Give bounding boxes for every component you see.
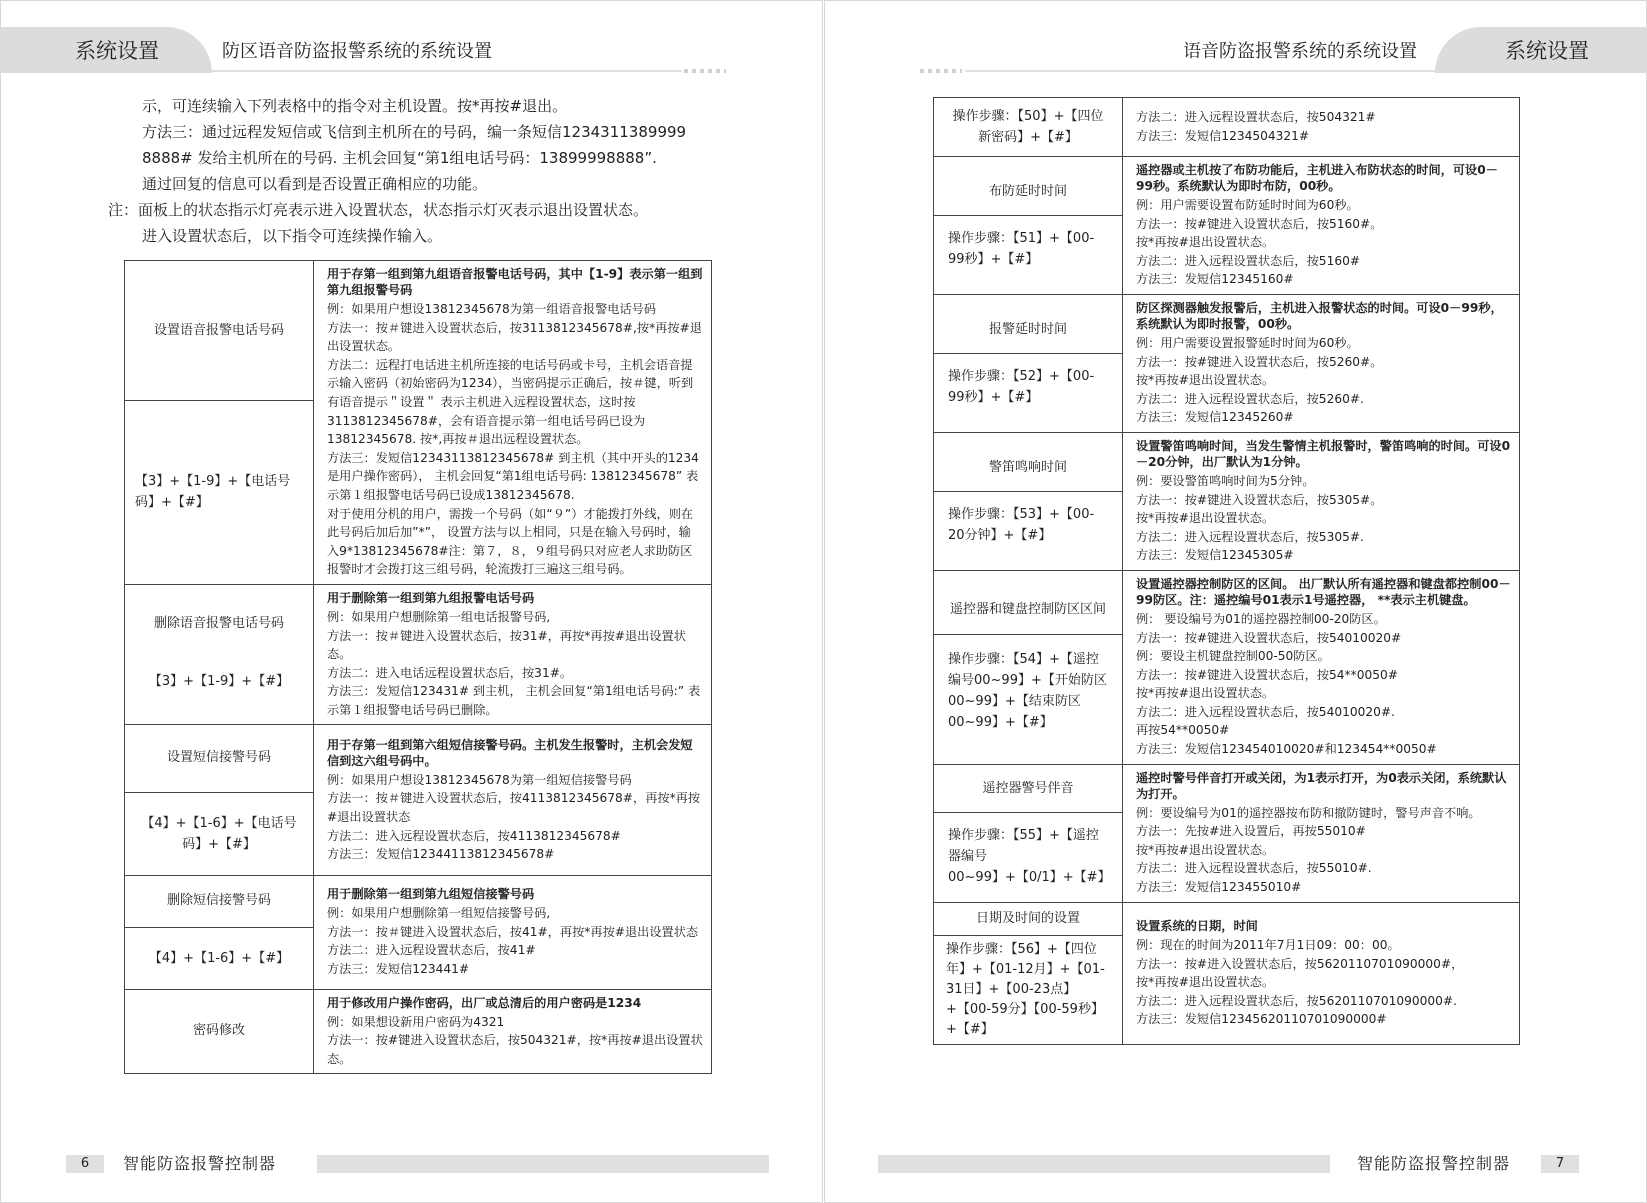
- setting-name: 警笛鸣响时间: [988, 459, 1067, 475]
- description-line: 例：现在的时间为2011年7月1日09：00：00。: [1136, 937, 1400, 952]
- description-line: 按*再按#退出设置状态。: [1136, 842, 1275, 857]
- row-label-cell: [934, 157, 1123, 295]
- description-line: 方法二：进入远程设置状态后，按5160#: [1136, 253, 1361, 268]
- table-row: [934, 902, 1520, 1045]
- description-line: 方法三：发短信12344113812345678#: [327, 847, 555, 862]
- setting-steps: 【4】+【1-6】+【#】: [125, 927, 313, 989]
- row-description-cell: [1123, 157, 1520, 295]
- row-description-cell: [314, 876, 712, 990]
- intro-note: 注：面板上的状态指示灯亮表示进入设置状态，状态指示灯灭表示退出设置状态。: [108, 201, 649, 219]
- page-number: 6: [66, 1155, 104, 1173]
- setting-heading: 防区探测器触发报警后，主机进入报警状态的时间。可设0－99秒，系统默认为即时报警，00秒。: [1136, 300, 1503, 331]
- setting-name: 日期及时间的设置: [975, 910, 1080, 926]
- description-line: 例：如果用户想设13812345678为第一组短信接警号码: [327, 772, 632, 787]
- description-line: 按*再按#退出设置状态。: [1136, 511, 1275, 526]
- description-line: 方法一：按#键进入设置状态后，按54010020#: [1136, 630, 1402, 645]
- setting-steps: 【3】+【1-9】+【#】: [148, 674, 290, 690]
- row-label-cell: [934, 570, 1123, 764]
- setting-name: 报警延时时间: [988, 321, 1067, 337]
- setting-steps: 操作步骤：【55】+【遥控器编号00~99】+【0/1】+【#】: [934, 812, 1122, 900]
- intro-line: 示，可连续输入下列表格中的指令对主机设置。按*再按#退出。: [142, 97, 568, 115]
- row-label-cell: [125, 725, 314, 876]
- setting-heading: 用于修改用户操作密码，出厂或总清后的用户密码是1234: [327, 995, 642, 1010]
- row-description-cell: [1123, 432, 1520, 570]
- table-row: [125, 261, 712, 585]
- description-line: 方法一：按#键进入设置状态后，按504321#，按*再按#退出设置状态。: [327, 1033, 703, 1066]
- setting-name: 遥控器警号伴音: [982, 780, 1074, 796]
- setting-heading: 设置警笛鸣响时间，当发生警情主机报警时，警笛鸣响的时间。可设0－20分钟，出厂默认为1分钟。: [1136, 438, 1511, 469]
- setting-heading: 设置遥控器控制防区的区间。 出厂默认所有遥控器和键盘都控制00－99防区。注：遥控编号01表示1号遥控器， **表示主机键盘。: [1136, 576, 1511, 607]
- setting-heading: 用于删除第一组到第九组报警电话号码: [327, 590, 535, 605]
- row-description-cell: [1123, 902, 1520, 1045]
- row-description-cell: [314, 989, 712, 1074]
- description-line: 方法二：进入远程设置状态后，按5620110701090000#.: [1136, 993, 1457, 1008]
- table-row: [934, 98, 1520, 157]
- description-line: 例：如果想设新用户密码为4321: [327, 1014, 505, 1029]
- description-line: 方法二：远程打电话进主机所连接的电话号码或卡号，主机会语音提示输入密码（初始密码为1234），当密码提示正确后，按＃键，听到有语音提示＂设置＂ 表示主机进入远程设置状态，这时按3113812345678#，会有语音提示第一组电话号码已设为13812345678. 按*,再按＃退出远程设置状态。: [327, 357, 694, 447]
- row-description-cell: [1123, 570, 1520, 764]
- table-row: [934, 764, 1520, 902]
- setting-heading: 遥控器或主机按了布防功能后，主机进入布防状态的时间，可设0－99秒。系统默认为即时布防，00秒。: [1136, 163, 1498, 193]
- row-description-cell: [1123, 98, 1520, 157]
- section-tab: 系统设置: [0, 27, 212, 73]
- description-line: 例：用户需要设置布防延时时间为60秒。: [1136, 198, 1359, 212]
- description-line: 方法一：按#键进入设置状态后，按5160#。: [1136, 216, 1383, 231]
- setting-steps: 【4】+【1-6】+【电话号码】+【#】: [125, 792, 313, 875]
- description-line: 例：如果用户想设13812345678为第一组语音报警电话号码: [327, 302, 657, 316]
- row-description-cell: [314, 725, 712, 876]
- row-label-cell: [125, 876, 314, 990]
- description-line: 方法一：按#键进入设置状态后，按5260#。: [1136, 354, 1383, 369]
- description-line: 方法三：发短信12345620110701090000#: [1136, 1012, 1387, 1027]
- description-line: 按*再按#退出设置状态。: [1136, 373, 1275, 388]
- description-line: 方法二：进入远程设置状态后，按54010020#.: [1136, 704, 1395, 719]
- setting-name: 删除语音报警电话号码: [153, 615, 284, 631]
- footer-bar: [317, 1155, 769, 1173]
- setting-steps: 操作步骤：【51】+【00-99秒】+【#】: [934, 215, 1122, 282]
- row-label-cell: [934, 294, 1123, 432]
- table-row: [934, 157, 1520, 295]
- intro-line: 通过回复的信息可以看到是否设置正确相应的功能。: [142, 175, 488, 193]
- left-page: [0, 0, 823, 1203]
- setting-heading: 遥控时警号伴音打开或关闭，为1表示打开，为0表示关闭，系统默认为打开。: [1136, 770, 1507, 801]
- table-row: [934, 570, 1520, 764]
- setting-name: 布防延时时间: [988, 183, 1067, 199]
- header-dots: [920, 69, 962, 73]
- description-line: 方法三：发短信123441#: [327, 961, 470, 976]
- description-line: 方法一：按#进入设置状态后，按5620110701090000#，: [1136, 956, 1464, 971]
- table-row: [125, 584, 712, 725]
- table-row: [934, 432, 1520, 570]
- row-label-cell: [125, 261, 314, 585]
- description-line: 方法一：按#键进入设置状态后，按5305#。: [1136, 492, 1383, 507]
- footer-bar: [878, 1155, 1330, 1173]
- row-description-cell: [314, 584, 712, 725]
- setting-steps: 操作步骤：【50】+【四位新密码】+【#】: [952, 109, 1104, 145]
- row-label-cell: [125, 584, 314, 725]
- setting-name: 设置语音报警电话号码: [153, 322, 284, 338]
- row-label-cell: [934, 432, 1123, 570]
- footer-title: 智能防盗报警控制器: [123, 1154, 277, 1173]
- intro-line: 进入设置状态后，以下指令可连续操作输入。: [142, 227, 443, 245]
- description-line: 方法三：发短信12345305#: [1136, 548, 1294, 563]
- description-line: 方法二：进入远程设置状态后，按4113812345678#: [327, 828, 621, 843]
- description-line: 例： 要设编号为01的遥控器控制00-20防区。: [1136, 611, 1386, 626]
- description-line: 方法一：先按#进入设置后，再按55010#: [1136, 824, 1366, 839]
- row-description-cell: [1123, 764, 1520, 902]
- footer-title: 智能防盗报警控制器: [1357, 1154, 1511, 1173]
- description-line: 方法三：发短信12345160#: [1136, 272, 1294, 287]
- table-row: [125, 989, 712, 1074]
- description-line: 方法二：进入远程设置状态后，按504321#: [1136, 110, 1376, 125]
- page-subtitle: 语音防盗报警系统的系统设置: [1183, 41, 1417, 62]
- description-line: 方法三：发短信12345260#: [1136, 410, 1294, 425]
- setting-name: 密码修改: [192, 1023, 245, 1039]
- setting-heading: 用于存第一组到第九组语音报警电话号码，其中【1-9】表示第一组到第九组报警号码: [327, 267, 703, 297]
- description-line: 方法二：进入电话远程设置状态后，按31#。: [327, 665, 573, 680]
- description-line: 方法二：进入远程设置状态后，按41#: [327, 943, 536, 958]
- description-line: 方法三：发短信123431# 到主机， 主机会回复“第1组电话号码:” 表示第１组报警电话号码已删除。: [327, 684, 701, 717]
- setting-heading: 用于存第一组到第六组短信接警号码。主机发生报警时，主机会发短信到这六组号码中。: [327, 737, 693, 768]
- description-line: 按*再按#退出设置状态。: [1136, 235, 1275, 250]
- right-page: [824, 0, 1647, 1203]
- intro-text: [108, 93, 748, 249]
- page-number: 7: [1541, 1155, 1579, 1173]
- header-dots: [684, 69, 726, 73]
- description-line: 方法一：按＃键进入设置状态后，按41#，再按*再按#退出设置状态: [327, 924, 699, 939]
- setting-name: 遥控器和键盘控制防区区间: [949, 602, 1106, 618]
- row-label-cell: [934, 902, 1123, 1045]
- setting-steps: 操作步骤：【53】+【00-20分钟】+【#】: [934, 491, 1122, 558]
- command-table-left: [124, 260, 712, 1074]
- description-line: 方法二：进入远程设置状态后，按5305#.: [1136, 529, 1364, 544]
- description-line: 方法三：发短信123455010#: [1136, 880, 1302, 895]
- description-line: 方法三：发短信123454010020#和123454**0050#: [1136, 742, 1437, 757]
- description-line: 方法二：进入远程设置状态后，按5260#.: [1136, 391, 1364, 406]
- intro-line: 方法三：通过远程发短信或飞信到主机所在的号码，编一条短信1234311389999: [142, 123, 687, 141]
- command-table-right: [933, 97, 1520, 1045]
- description-line: 方法一：按#键进入设置状态后，按54**0050#: [1136, 667, 1398, 682]
- page-subtitle: 防区语音防盗报警系统的系统设置: [222, 41, 492, 62]
- table-row: [125, 725, 712, 876]
- description-line: 按*再按#退出设置状态。: [1136, 975, 1275, 990]
- intro-line: 8888# 发给主机所在的号码. 主机会回复“第1组电话号码：13899998888”.: [142, 149, 657, 167]
- description-line: 方法二：进入远程设置状态后，按55010#.: [1136, 861, 1372, 876]
- setting-steps: 【3】+【1-9】+【电话号码】+【#】: [125, 400, 313, 583]
- description-line: 例：要设编号为01的遥控器按布防和撤防键时，警号声音不响。: [1136, 805, 1481, 820]
- description-line: 方法三：发短信12343113812345678# 到主机（其中开头的1234是用户操作密码）， 主机会回复“第1组电话号码: 13812345678” 表示第１组报警电话号码已设成13812345678.: [327, 450, 699, 502]
- setting-steps: 操作步骤：【52】+【00-99秒】+【#】: [934, 353, 1122, 420]
- header-rule: [965, 70, 1435, 72]
- description-line: 按*再按#退出设置状态。: [1136, 686, 1275, 701]
- setting-name: 删除短信接警号码: [166, 893, 271, 909]
- row-label-cell: [934, 98, 1123, 157]
- description-line: 方法一：按＃键进入设置状态后，按4113812345678#，再按*再按#退出设置状态: [327, 791, 701, 824]
- row-description-cell: [314, 261, 712, 585]
- setting-heading: 设置系统的日期，时间: [1136, 918, 1258, 933]
- table-row: [125, 876, 712, 990]
- header-rule: [212, 70, 682, 72]
- row-label-cell: [934, 764, 1123, 902]
- description-line: 方法三：发短信1234504321#: [1136, 129, 1310, 143]
- setting-heading: 用于删除第一组到第九组短信接警号码: [327, 887, 535, 902]
- description-line: 方法一：按＃键进入设置状态后，按31#，再按*再按#退出设置状态。: [327, 628, 686, 662]
- row-label-cell: [125, 989, 314, 1074]
- description-line: 对于使用分机的用户，需拨一个号码（如“９”）才能拨打外线，则在此号码后加后加”*”， 设置方法与以上相同，只是在输入号码时，输入9*13812345678#注：第７，８，９组号码只对应老人求助防区报警时才会拨打这三组号码，轮流拨打三遍这三组号码。: [327, 506, 694, 577]
- description-line: 例：要设警笛鸣响时间为5分钟。: [1136, 473, 1315, 488]
- setting-steps: 操作步骤：【54】+【遥控编号00~99】+【开始防区00~99】+【结束防区00~99】+【#】: [934, 634, 1122, 747]
- table-row: [934, 294, 1520, 432]
- description-line: 方法一：按＃键进入设置状态后，按3113812345678#,按*再按#退出设置状态。: [327, 320, 702, 354]
- section-tab: 系统设置: [1435, 27, 1647, 73]
- setting-name: 设置短信接警号码: [166, 750, 271, 766]
- description-line: 例：如果用户想删除第一组短信接警号码,: [327, 906, 551, 921]
- setting-steps: 操作步骤：【56】+【四位年】+【01-12月】+【01-31日】+【00-23点】+【00-59分】【00-59秒】+【#】: [934, 935, 1122, 1044]
- description-line: 例：用户需要设置报警延时时间为60秒。: [1136, 335, 1359, 350]
- description-line: 例：如果用户想删除第一组电话报警号码,: [327, 609, 551, 624]
- description-line: 再按54**0050#: [1136, 723, 1230, 738]
- row-description-cell: [1123, 294, 1520, 432]
- description-line: 例：要设主机键盘控制00-50防区。: [1136, 649, 1330, 664]
